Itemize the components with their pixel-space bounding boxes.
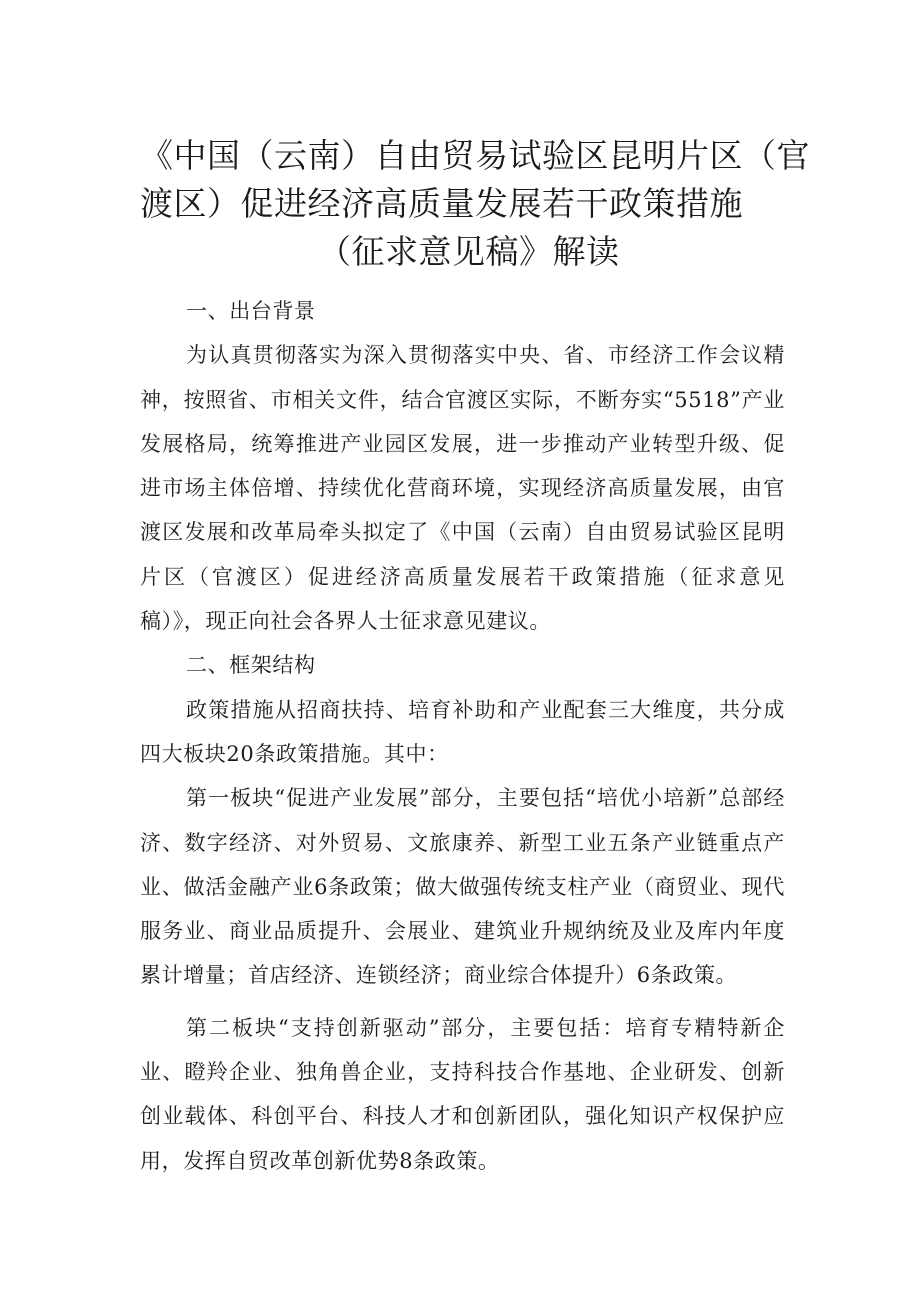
title-line-1: 《中国（云南）自由贸易试验区昆明片区（官: [140, 136, 810, 176]
title-line-2: 渡区）促进经济高质量发展若干政策措施: [140, 184, 743, 224]
paragraph-framework-overview: 政策措施从招商扶持、培育补助和产业配套三大维度，共分成四大板块20条政策措施。其中：: [140, 697, 785, 766]
paragraph-background: 为认真贯彻落实为深入贯彻落实中央、省、市经济工作会议精神，按照省、市相关文件，结合官渡区实际，不断夯实“5518”产业发展格局，统筹推进产业园区发展，进一步推动产业转型升级、促进市场主体倍增、持续优化营商环境，实现经济高质量发展，由官渡区发展和改革局牵头拟定了《中国（云南）自由贸易试验区昆明片区（官渡区）促进经济高质量发展若干政策措施（征求意见稿）》，现正向社会各界人士征求意见建议。: [140, 343, 785, 634]
document-body: [140, 289, 785, 1183]
paragraph-block-two: 第二板块“支持创新驱动”部分，主要包括：培育专精特新企业、瞪羚企业、独角兽企业，支持科技合作基地、企业研发、创新创业载体、科创平台、科技人才和创新团队，强化知识产权保护应用，发挥自贸改革创新优势8条政策。: [140, 1015, 785, 1173]
section-heading-framework: 二、框架结构: [186, 653, 316, 678]
title-line-3: （征求意见稿》解读: [318, 232, 620, 272]
section-heading-background: 一、出台背景: [186, 299, 316, 323]
document-title: [140, 132, 810, 276]
paragraph-block-one: 第一板块“促进产业发展”部分，主要包括“培优小培新”总部经济、数字经济、对外贸易、文旅康养、新型工业五条产业链重点产业、做活金融产业6条政策；做大做强传统支柱产业（商贸业、现代服务业、商业品质提升、会展业、建筑业升规纳统及业及库内年度累计增量；首店经济、连锁经济；商业综合体提升）6条政策。: [140, 786, 785, 988]
